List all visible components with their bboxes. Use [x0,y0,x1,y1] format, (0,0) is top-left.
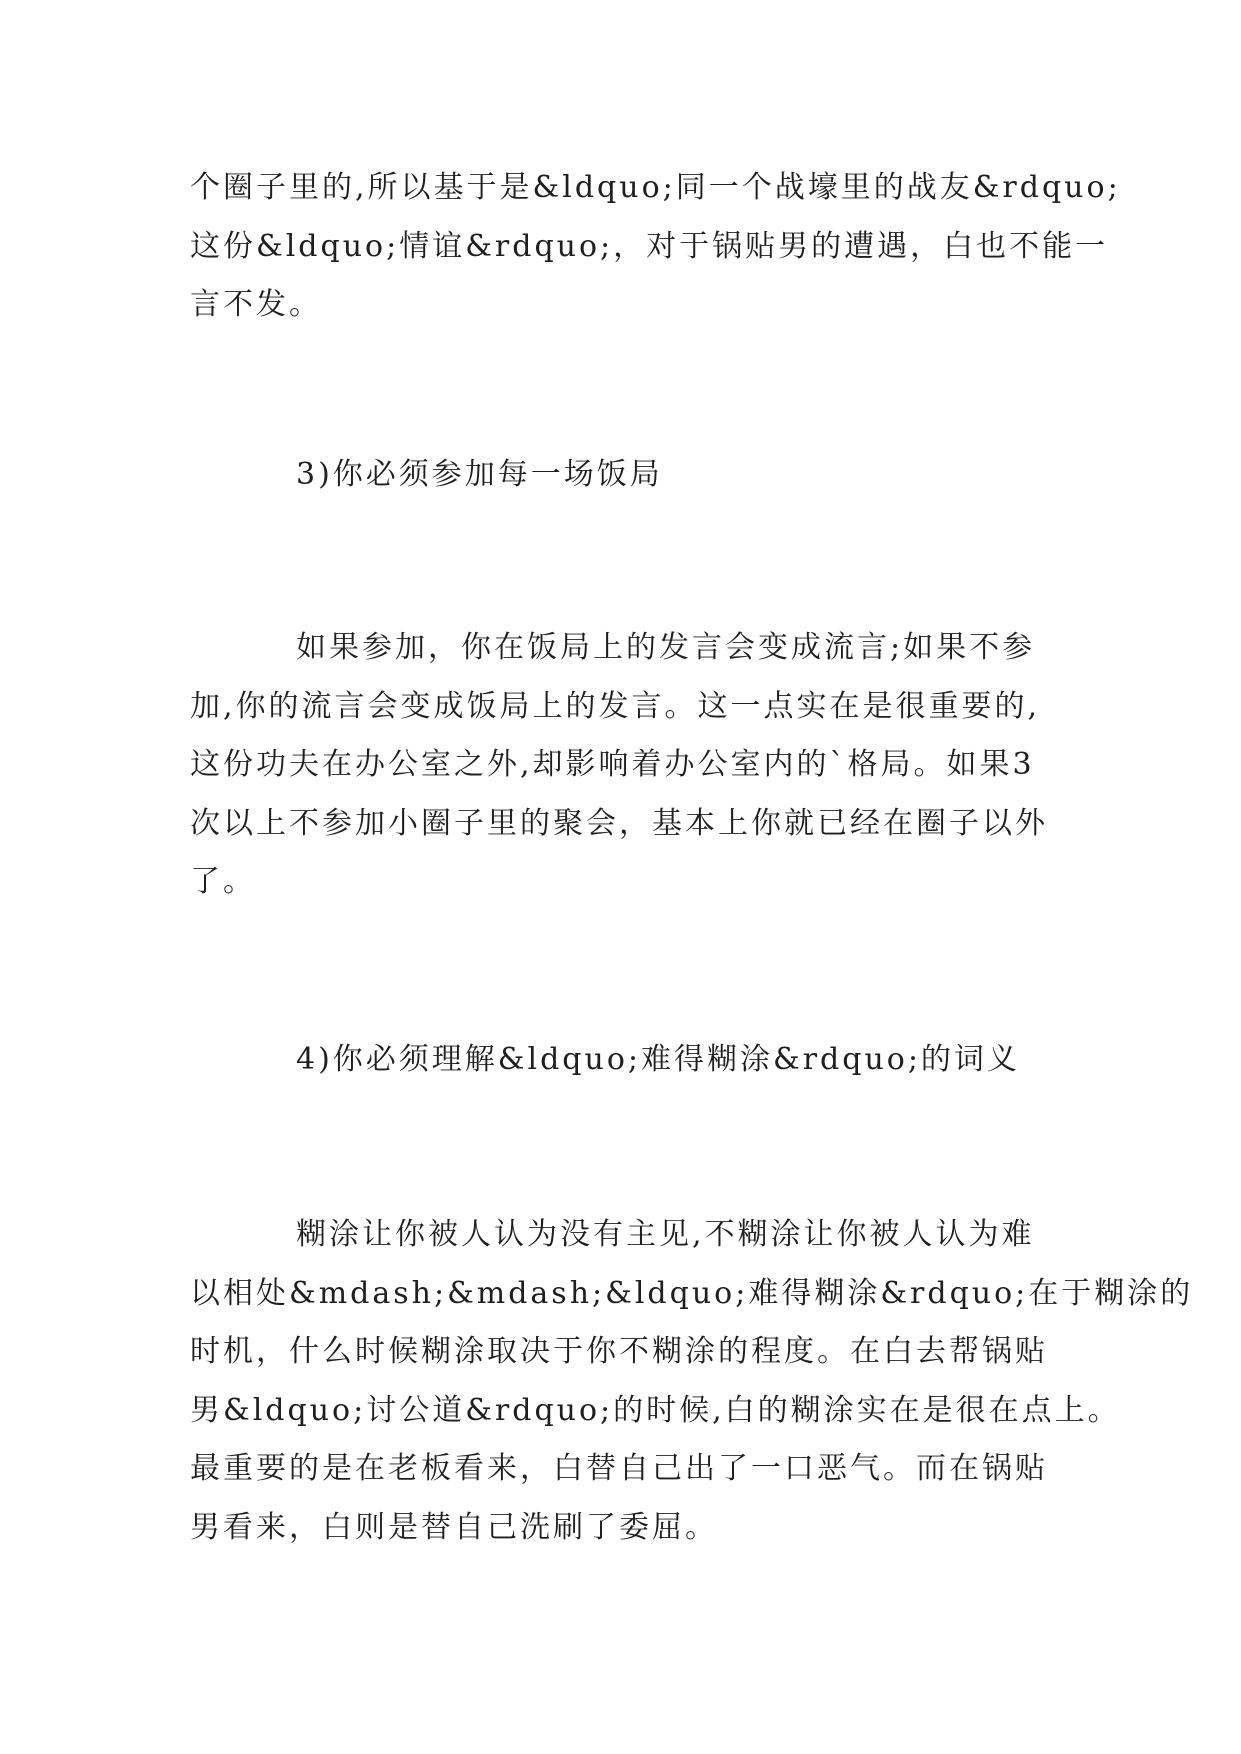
paragraph-dinner-party [190,619,1062,912]
text-line: 男看来，白则是替自己洗刷了委屈。 [190,1509,718,1545]
text-line: 最重要的是在老板看来，白替自己出了一口恶气。而在锅贴 [190,1451,1048,1486]
paragraph-rare-confusion [190,1206,1194,1557]
text-line: 糊涂让你被人认为没有主见,不糊涂让你被人认为难 [296,1217,1035,1252]
text-line: 如果参加，你在饭局上的发言会变成流言;如果不参 [296,630,1036,665]
section-heading-4: 4)你必须理解&ldquo;难得糊涂&rdquo;的词义 [296,1042,1020,1077]
text-line: 了。 [190,864,256,899]
text-line: 个圈子里的,所以基于是&ldquo;同一个战壕里的战友&rdquo; [190,170,1121,205]
text-line: 男&ldquo;讨公道&rdquo;的时候,白的糊涂实在是很在点上。 [190,1392,1121,1428]
section-heading-3: 3)你必须参加每一场饭局 [296,457,663,492]
paragraph-circle-friendship [190,159,1121,335]
text-line: 次以上不参加小圈子里的聚会，基本上你就已经在圈子以外 [190,805,1048,841]
text-line: 时机，什么时候糊涂取决于你不糊涂的程度。在白去帮锅贴 [190,1334,1048,1369]
text-line: 加,你的流言会变成饭局上的发言。这一点实在是很重要的, [190,688,1041,724]
text-line: 言不发。 [190,287,322,322]
text-line: 以相处&mdash;&mdash;&ldquo;难得糊涂&rdquo;在于糊涂的 [190,1275,1194,1311]
text-line: 这份功夫在办公室之外,却影响着办公室内的`格局。如果3 [190,747,1035,782]
text-line: 这份&ldquo;情谊&rdquo;，对于锅贴男的遭遇，白也不能一 [190,228,1109,264]
